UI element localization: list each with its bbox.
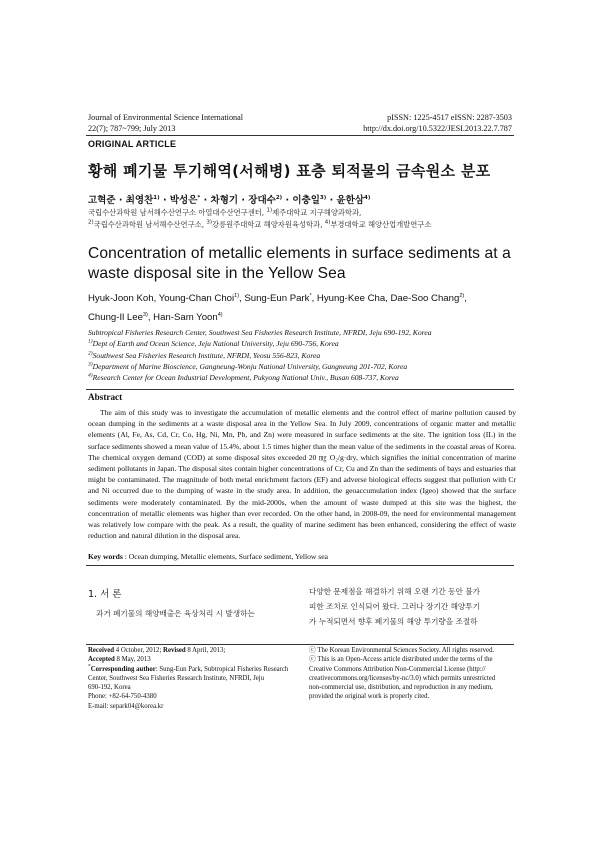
header-divider [86, 135, 514, 136]
footnote-copyright [309, 646, 515, 702]
abstract-body: The aim of this study was to investigate the accumulation of metallic elements and the control effect of marine pollution caused by ocean dumping in the sediments at a waste disposal area in the Yellow Sea. In July 2009, concentrations of organic matter and metallic elements (Al, Fe, As, Cd, Cr, Co, Hg, Ni, Mn, Pb, and Zn) were measured in surface sediments at the site. The ignition loss (IL) in the surface sediments showed a mean value of 15.4%, about 1.5 times higher than the mean value of the sediments in the coastal areas of Korea. The chemical oxygen demand (COD) at some disposal sites exceeded 20 ㎎ O₂/g·dry, which signifies the initial concentration of marine sediment pollutants in Japan. The disposal sites contain higher concentrations of Cr, Cu and Zn than the sediments of bays and estuaries that might be contaminated. The magnitude of both metal enrichment factors (EF) and adverse biological effects suggest that pollution with Cr and Ni occurred due to the dumping of waste in the study area. In addition, the geoaccumulation index (Igeo) showed that the surface sediments were moderately contaminated. By the mid-2000s, when the amount of waste dumped at this site was the highest, the concentration of metallic elements was higher than ever recorded. On the other hand, in 2008-09, the need for environmental management was relatively low compare with the peak. As a result, the quality of marine sediment has been enhanced, considering the effect of waste reduction and natural dilution in the disposal area. [88, 408, 516, 541]
copyright-line-6: provided the original work is properly cited. [309, 693, 430, 701]
author-en-2-sup: * [309, 292, 312, 299]
affil-ko-3-sup: 3) [206, 219, 213, 226]
abstract-divider [86, 389, 514, 390]
copyright-line-2: ⓒ This is an Open-Access article distributed under the terms of the [309, 656, 493, 664]
affil-en-line-1 [88, 338, 518, 349]
copyright-line-5: non-commercial use, distribution, and reproduction in any medium, [309, 684, 493, 692]
title-korean: 황해 폐기물 투기해역(서해병) 표층 퇴적물의 금속원소 분포 [88, 162, 491, 180]
received-line [88, 646, 293, 655]
author-en-3: , Hyung-Kee Cha, Dae-Soo Chang [311, 293, 460, 304]
volume-info: 22(7); 787~799; July 2013 [88, 124, 176, 133]
affil-ko-2-sup: 2) [88, 219, 94, 226]
authors-english [88, 289, 518, 327]
affil-ko-2: 국립수산과학원 남서해수산연구소, [93, 220, 207, 229]
doi-link[interactable]: http://dx.doi.org/10.5322/JESI.2013.22.7.787 [363, 124, 512, 133]
accepted-label: Accepted [88, 656, 115, 664]
abstract-heading: Abstract [88, 392, 123, 402]
affil-ko-1-sup: 1) [266, 207, 273, 214]
author-en-2: , Sung-Eun Park [239, 293, 310, 304]
corresponding-sup: * [88, 663, 91, 670]
title-english: Concentration of metallic elements in surface sediments at a waste disposal site in the Yellow Sea [88, 245, 511, 282]
author-ko-3-sup: 2) [275, 194, 283, 201]
corresponding-line-2: Center, Southwest Sea Fisheries Research Institute, NFRDI, Jeju [88, 674, 265, 682]
affil-en-3: Department of Marine Bioscience, Gangneung-Wonju National University, Gangneung 201-702, Korea [92, 361, 408, 371]
affil-en-2: Southwest Sea Fisheries Research Institute, NFRDI, Yeosu 556-823, Korea [92, 350, 321, 360]
issn: pISSN: 1225-4517 eISSN: 2287-3503 [387, 113, 512, 122]
author-en-6-sup: 4) [217, 311, 223, 318]
journal-name: Journal of Environmental Science International [88, 113, 244, 122]
accepted-date: 8 May, 2013 [114, 656, 151, 664]
affiliations-korean [88, 207, 431, 231]
phone-line: Phone: +82-64-750-4380 [88, 693, 157, 701]
affil-ko-3: 강릉원주대학교 해양자원육성학과, [212, 220, 325, 229]
affil-ko-line-1 [88, 207, 431, 219]
affil-ko-4-sup: 4) [324, 219, 331, 226]
keywords-label: Key words [88, 552, 123, 561]
affiliations-english [88, 327, 518, 383]
affil-en-4: Research Center for Ocean Industrial Development, Pukyong National Univ., Busan 608-737, Korea [92, 373, 399, 383]
author-en-5-sup: 3) [142, 311, 148, 318]
revised-label: Revised [163, 647, 186, 654]
footnote-divider [86, 644, 514, 645]
revised-date: 8 April, 2013; [185, 647, 226, 654]
author-ko-2: · 박성은 [159, 195, 198, 206]
author-ko-2-sup: * [197, 194, 201, 201]
keywords [88, 551, 516, 562]
affil-en-line-4 [88, 372, 518, 383]
affil-en-line-3 [88, 361, 518, 372]
received-label: Received [88, 647, 115, 654]
author-ko-1: 고혁준 · 최영찬 [88, 195, 154, 206]
author-en-5: Chung-Il Lee [88, 312, 143, 323]
author-en-4: , [464, 293, 467, 304]
body-column-right [309, 584, 515, 629]
copyright-line-1: ⓒ The Korean Environmental Sciences Society. All rights reserved. [309, 647, 495, 654]
affil-ko-4: 부경대학교 해양산업개발연구소 [330, 220, 432, 229]
author-ko-1-sup: 1) [153, 194, 160, 201]
body-right-line-3: 가 누적되면서 향후 폐기물의 해양 투기량을 조절하 [309, 617, 478, 626]
affil-en-3-sup: 3) [88, 361, 93, 368]
corresponding-line-3: 690-192, Korea [88, 684, 131, 692]
affil-en-4-sup: 4) [88, 372, 93, 379]
author-ko-4: · 이충일 [282, 195, 320, 206]
author-ko-5-sup: 4) [364, 194, 371, 201]
author-en-1-sup: 1) [234, 292, 240, 299]
copyright-line-3: Creative Commons Attribution Non-Commercial License (http:// [309, 665, 486, 673]
journal-header-left [88, 112, 243, 134]
keywords-text: : Ocean dumping, Metallic elements, Surface sediment, Yellow sea [122, 552, 329, 561]
copyright-line-4: creativecommons.org/licenses/by-nc/3.0) which permits unrestricted [309, 674, 496, 682]
corresponding-line-1 [88, 665, 293, 674]
affil-en-1-sup: 1) [88, 338, 93, 345]
body-column-left: 과거 폐기물의 해양배출은 육상처리 시 발생하는 [96, 609, 255, 618]
article-type: ORIGINAL ARTICLE [88, 139, 177, 149]
authors-en-line-2 [88, 308, 518, 327]
affil-ko-1-tail: 제주대학교 지구해양과학과, [272, 208, 362, 217]
corresponding-label: Corresponding author [90, 665, 156, 673]
affil-en-line-2 [88, 350, 518, 361]
author-en-1: Hyuk-Joon Koh, Young-Chan Choi [88, 293, 235, 304]
authors-korean [88, 192, 370, 206]
affil-en-2-sup: 2) [88, 350, 93, 357]
authors-en-line-1 [88, 289, 518, 308]
received-date: 4 October, 2012; [114, 647, 164, 654]
keywords-divider [86, 565, 514, 566]
footnote-article-info [88, 646, 293, 711]
body-right-line-1: 다양한 문제점을 해결하기 위해 오랜 기간 동안 불가 [309, 587, 480, 596]
journal-header-right [363, 112, 512, 134]
corresponding-text-1: : Sung-Eun Park, Subtropical Fisheries Research [155, 665, 289, 673]
author-ko-5: · 윤한삼 [326, 195, 365, 206]
affil-en-0: Subtropical Fisheries Research Center, Southwest Sea Fisheries Research Institute, NFRDI, Jeju 690-192, Korea [88, 328, 432, 337]
affil-ko-1: 국립수산과학원 남서해수산연구소 아열대수산연구센터, [88, 208, 267, 217]
affil-ko-line-2 [88, 219, 431, 231]
accepted-line [88, 655, 293, 664]
author-en-6: , Han-Sam Yoon [147, 312, 218, 323]
affil-en-1: Dept of Earth and Ocean Science, Jeju National University, Jeju 690-756, Korea [92, 339, 339, 349]
email-link[interactable]: E-mail: separk04@korea.kr [88, 702, 164, 710]
author-ko-3: · 차형기 · 장대수 [200, 195, 276, 206]
author-en-3-sup: 2) [459, 292, 465, 299]
author-ko-4-sup: 3) [319, 194, 327, 201]
body-right-line-2: 피한 조치로 인식되어 왔다. 그러나 장기간 해양투기 [309, 602, 480, 611]
section-heading-introduction: 1. 서 론 [88, 589, 122, 600]
